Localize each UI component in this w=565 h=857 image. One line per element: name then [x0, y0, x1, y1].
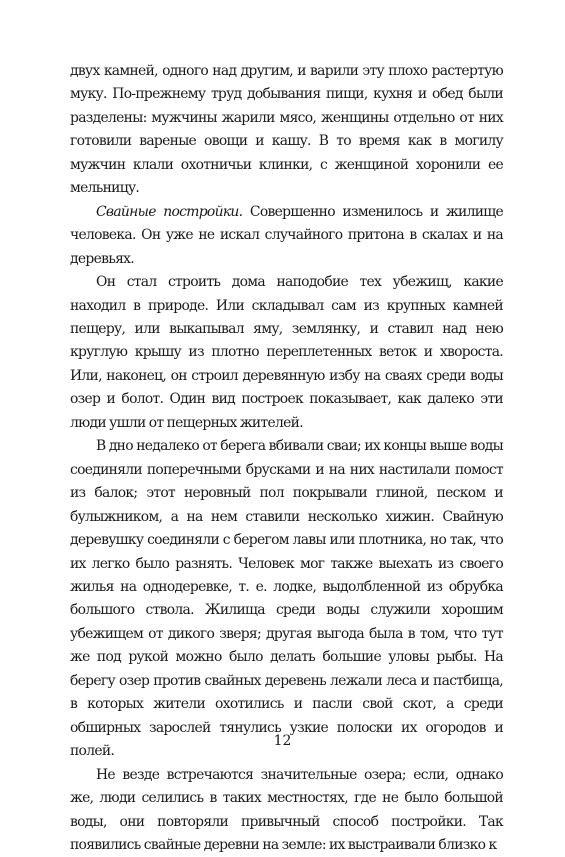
paragraph-1-text: двух камней, одного над другим, и варили эту плохо растертую муку. По-прежнему труд добывания пищи, кухня и обед были разделены: мужчины жарили мясо, женщины отдельно от них готовили вареные овощи и кашу. В то время как в могилу мужчин клали охотничьи клинки, с женщиной хоронили ее мельницу. — [70, 63, 503, 197]
section-heading-pile-dwellings: Свайные постройки. — [96, 203, 243, 220]
paragraph-1 — [70, 60, 503, 201]
paragraph-2 — [70, 201, 503, 271]
paragraph-5-text: Не везде встречаются значительные озера; если, однако же, люди селились в таких местностях, где не было большой воды, они повторяли привычный способ постройки. Так появились свайные деревни на земле: их выстраивали близко к — [70, 766, 503, 853]
paragraph-4-text: В дно недалеко от берега вбивали сваи; их концы выше воды соединяли поперечными брусками и на них настилали помост из балок; этот неровный пол покрывали глиной, песком и булыжником, а на нем ставили несколько хижин. Свайную деревушку соединяли с берегом лавы или плотника, но так, что их легко было разнять. Человек мог также выехать из своего жилья на однодеревке, т. е. лодке, выдолбленной из обрубка большого ствола. Жилища среди воды служили хорошим убежищем от дикого зверя; другая выгода была в том, что тут же под рукой можно было делать большие уловы рыбы. На берегу озер против свайных деревень лежали леса и пастбища, в которых жители охотились и пасли свой скот, а среди обширных зарослей тянулись узкие полоски их огородов и полей. — [70, 438, 503, 760]
paragraph-2-text: Совершенно изменилось и жилище человека. Он уже не искал случайного притона в скалах и на деревьях. — [70, 203, 503, 267]
paragraph-3-text: Он стал строить дома наподобие тех убежищ, какие находил в природе. Или складывал сам из крупных камней пещеру, или выкапывал яму, землянку, и ставил над нею круглую крышу из плотно переплетенных веток и хвороста. Или, наконец, он строил деревянную избу на сваях среди воды озер и болот. Один вид построек показывает, как далеко эти люди ушли от пещерных жителей. — [70, 274, 503, 431]
page-number: 12 — [273, 733, 292, 749]
paragraph-3 — [70, 271, 503, 435]
paragraph-5 — [70, 764, 503, 857]
paragraph-4 — [70, 435, 503, 763]
